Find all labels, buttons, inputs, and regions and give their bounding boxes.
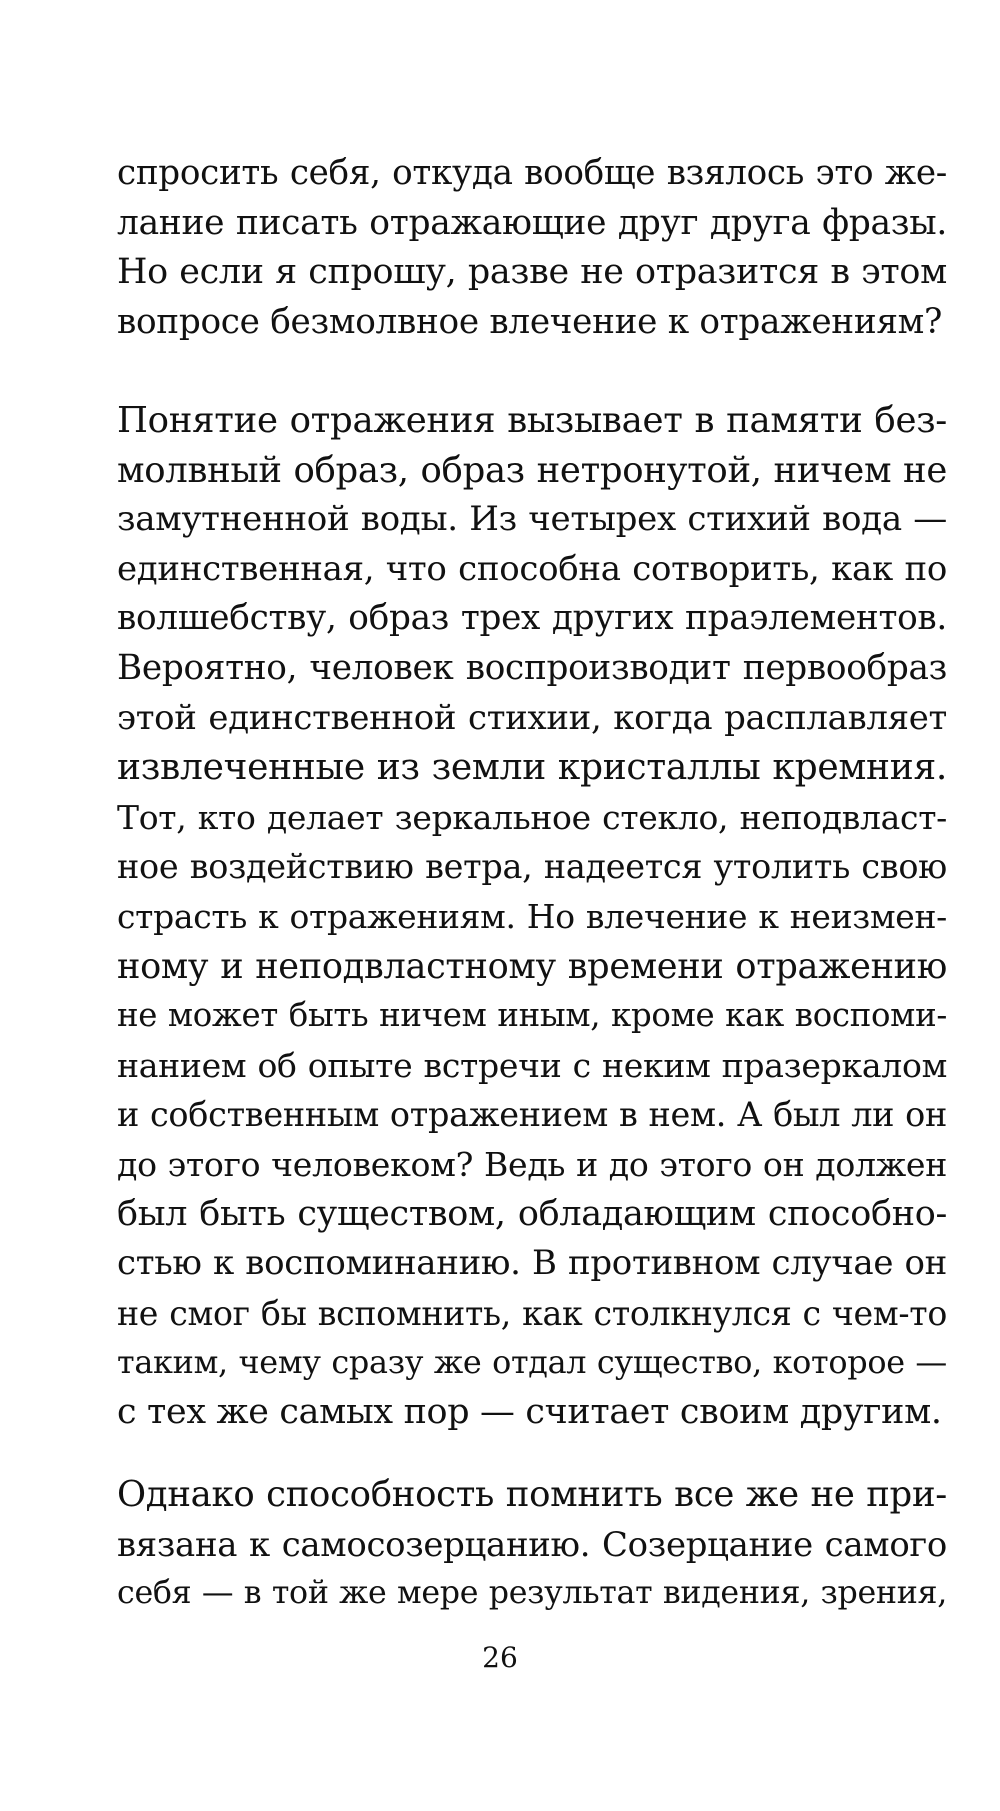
page-number: 26: [482, 1641, 518, 1674]
text-line: Но если я спрошу, разве не отразится в этом: [117, 252, 947, 293]
text-line: себя — в той же мере результат видения, зрения,: [117, 1575, 947, 1612]
text-line: ное воздействию ветра, надеется утолить свою: [117, 847, 947, 887]
text-line: Понятие отражения вызывает в памяти без-: [117, 400, 947, 441]
text-line: стью к воспоминанию. В противном случае он: [117, 1243, 947, 1284]
text-line: был быть существом, обладающим способно-: [117, 1193, 947, 1234]
paragraph-2: [117, 396, 947, 1437]
paragraph-3: [117, 1470, 947, 1619]
text-line: лание писать отражающие друг друга фразы.: [117, 202, 947, 243]
text-line: не может быть ничем иным, кроме как воспоми-: [117, 996, 947, 1035]
text-line: и собственным отражением в нем. А был ли он: [117, 1095, 947, 1135]
text-line: страсть к отражениям. Но влечение к неизмен-: [117, 896, 947, 936]
paragraph-1: [117, 149, 947, 347]
text-line: вязана к самосозерцанию. Созерцание самого: [117, 1524, 947, 1564]
text-line: единственная, что способна сотворить, как по: [117, 548, 947, 589]
text-line: таким, чему сразу же отдал существо, которое —: [117, 1343, 947, 1382]
text-line: извлеченные из земли кристаллы кремния.: [117, 747, 947, 789]
text-line: замутненной воды. Из четырех стихий вода —: [117, 499, 947, 540]
text-line: этой единственной стихии, когда расплавляет: [117, 698, 947, 738]
text-line: не смог бы вспомнить, как столкнулся с чем-то: [117, 1293, 947, 1333]
text-line: спросить себя, откуда вообще взялось это же-: [117, 153, 947, 193]
text-line: с тех же самых пор — считает своим другим.: [117, 1391, 942, 1432]
text-line: Однако способность помнить все же не при-: [117, 1474, 947, 1515]
text-line: ному и неподвластному времени отражению: [117, 945, 947, 987]
text-line: волшебству, образ трех других праэлементов.: [117, 598, 947, 639]
text-line: вопросе безмолвное влечение к отражениям?: [117, 301, 943, 342]
text-line: до этого человеком? Ведь и до этого он должен: [117, 1144, 947, 1184]
text-line: молвный образ, образ нетронутой, ничем не: [117, 449, 947, 491]
text-line: Тот, кто делает зеркальное стекло, неподвласт-: [117, 797, 947, 837]
text-line: Вероятно, человек воспроизводит первообраз: [117, 647, 947, 688]
text-line: нанием об опыте встречи с неким празеркалом: [117, 1045, 947, 1085]
